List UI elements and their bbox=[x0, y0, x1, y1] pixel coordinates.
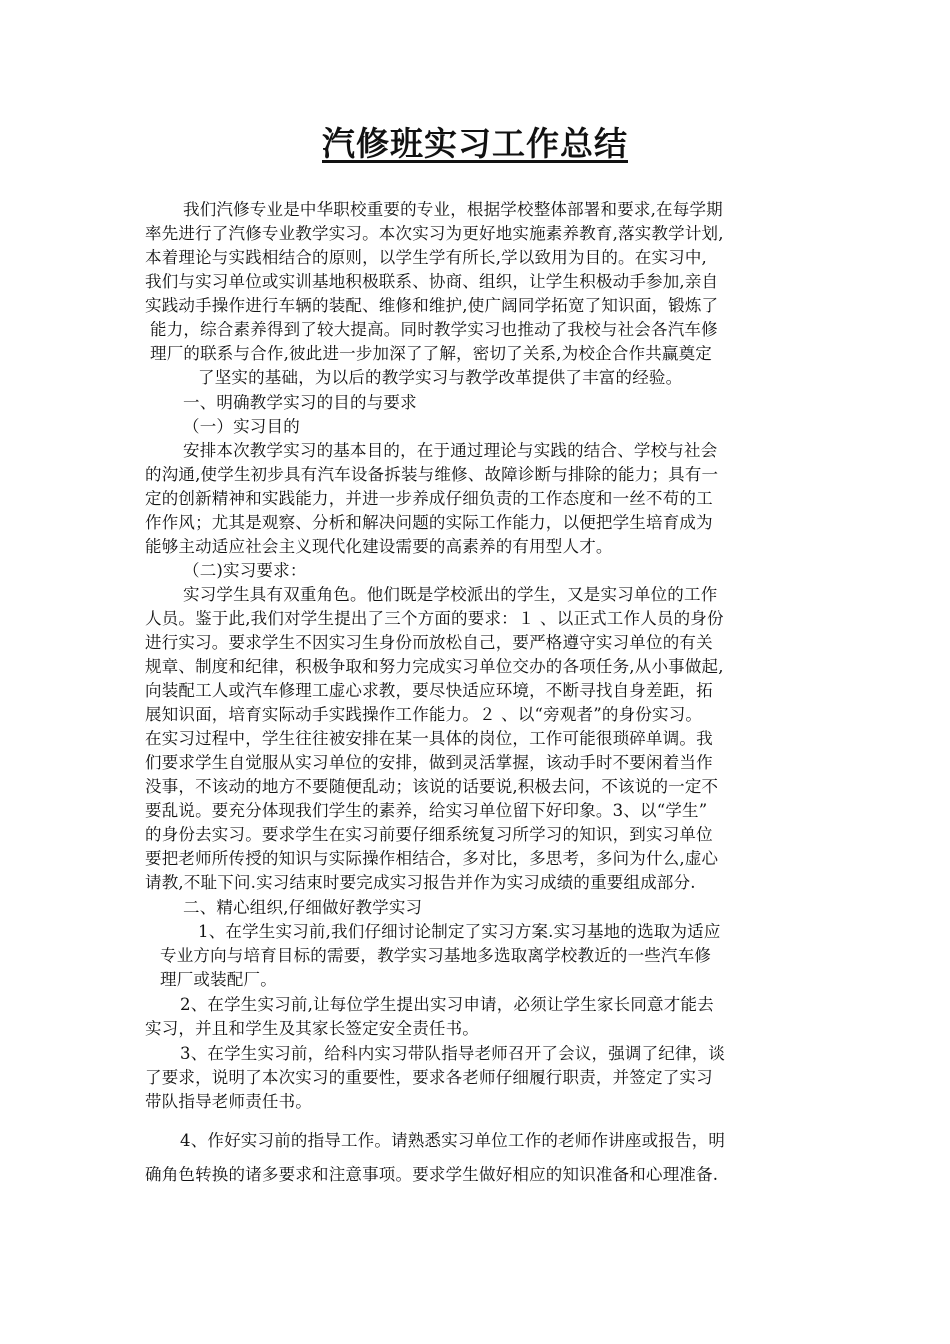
text-line: 专业方向与培育目标的需要，教学实习基地多选取离学校教近的一些汽车修 bbox=[160, 946, 712, 965]
text-line: 安排本次教学实习的基本目的，在于通过理论与实践的结合、学校与社会 bbox=[183, 441, 718, 460]
text-line: 了坚实的基础，为以后的教学实习与教学改革提供了丰富的经验。 bbox=[198, 368, 683, 387]
text-line: 我们与实习单位或实训基地积极联系、协商、组织，让学生积极动手参加,亲自 bbox=[145, 272, 719, 291]
text-line: 了要求，说明了本次实习的重要性，要求各老师仔细履行职责，并签定了实习 bbox=[145, 1068, 713, 1087]
text-line: 能力，综合素养得到了较大提高。同时教学实习也推动了我校与社会各汽车修 bbox=[150, 320, 718, 339]
text-line: 没事，不该动的地方不要随便乱动；该说的话要说,积极去问，不该说的一定不 bbox=[145, 777, 719, 796]
text-line: 进行实习。要求学生不因实习生身份而放松自己，要严格遵守实习单位的有关 bbox=[145, 633, 713, 652]
text-line: 我们汽修专业是中华职校重要的专业，根据学校整体部署和要求,在每学期 bbox=[183, 200, 723, 219]
text-line: 确角色转换的诸多要求和注意事项。要求学生做好相应的知识准备和心理准备. bbox=[145, 1165, 719, 1184]
text-line: 展知识面，培育实际动手实践操作工作能力。２ 、以“旁观者”的身份实习。 bbox=[145, 705, 703, 724]
text-line: 理厂的联系与合作,彼此进一步加深了了解，密切了关系,为校企合作共赢奠定 bbox=[150, 344, 712, 363]
section-heading: 一、明确教学实习的目的与要求 bbox=[183, 393, 417, 412]
text-line: 带队指导老师责任书。 bbox=[145, 1092, 312, 1111]
text-line: 要乱说。要充分体现我们学生的素养，给实习单位留下好印象。3、以“学生” bbox=[145, 801, 708, 820]
text-line: 4、作好实习前的指导工作。请熟悉实习单位工作的老师作讲座或报告，明 bbox=[180, 1131, 726, 1150]
text-line: 规章、制度和纪律，积极争取和努力完成实习单位交办的各项任务,从小事做起, bbox=[145, 657, 724, 676]
document-title: 汽修班实习工作总结 bbox=[322, 124, 628, 163]
text-line: 在实习过程中，学生往往被安排在某一具体的岗位，工作可能很琐碎单调。我 bbox=[145, 729, 713, 748]
text-line: 1、在学生实习前,我们仔细讨论制定了实习方案.实习基地的选取为适应 bbox=[198, 922, 721, 941]
text-line: 3、在学生实习前，给科内实习带队指导老师召开了会议，强调了纪律，谈 bbox=[180, 1044, 726, 1063]
text-line: 本着理论与实践相结合的原则，以学生学有所长,学以致用为目的。在实习中, bbox=[145, 248, 707, 267]
text-line: 实践动手操作进行车辆的装配、维修和维护,使广阔同学拓宽了知识面，锻炼了 bbox=[145, 296, 719, 315]
text-line: 作作风；尤其是观察、分析和解决问题的实际工作能力，以便把学生培育成为 bbox=[145, 513, 713, 532]
subsection-heading: （一）实习目的 bbox=[183, 417, 300, 436]
text-line: 能够主动适应社会主义现代化建设需要的高素养的有用型人才。 bbox=[145, 537, 613, 556]
text-line: 实习，并且和学生及其家长签定安全责任书。 bbox=[145, 1019, 479, 1038]
text-line: 定的创新精神和实践能力，并进一步养成仔细负责的工作态度和一丝不苟的工 bbox=[145, 489, 713, 508]
text-line: 的沟通,使学生初步具有汽车设备拆装与维修、故障诊断与排除的能力；具有一 bbox=[145, 465, 719, 484]
subsection-heading: （二)实习要求： bbox=[183, 561, 307, 580]
text-line: 人员。鉴于此,我们对学生提出了三个方面的要求：１ 、以正式工作人员的身份 bbox=[145, 609, 724, 628]
text-line: 们要求学生自觉服从实习单位的安排，做到灵活掌握，该动手时不要闲着当作 bbox=[145, 753, 713, 772]
text-line: 2、在学生实习前,让每位学生提出实习申请，必须让学生家长同意才能去 bbox=[180, 995, 714, 1014]
text-line: 请教,不耻下问.实习结束时要完成实习报告并作为实习成绩的重要组成部分. bbox=[145, 873, 696, 892]
text-line: 实习学生具有双重角色。他们既是学校派出的学生，又是实习单位的工作 bbox=[183, 585, 718, 604]
section-heading: 二、精心组织,仔细做好教学实习 bbox=[183, 898, 423, 917]
text-line: 率先进行了汽修专业教学实习。本次实习为更好地实施素养教育,落实教学计划, bbox=[145, 224, 724, 243]
text-line: 理厂或装配厂。 bbox=[160, 970, 277, 989]
text-line: 向装配工人或汽车修理工虚心求教，要尽快适应环境，不断寻找自身差距，拓 bbox=[145, 681, 713, 700]
text-line: 要把老师所传授的知识与实际操作相结合，多对比，多思考，多问为什么,虚心 bbox=[145, 849, 719, 868]
text-line: 的身份去实习。要求学生在实习前要仔细系统复习所学习的知识，到实习单位 bbox=[145, 825, 713, 844]
